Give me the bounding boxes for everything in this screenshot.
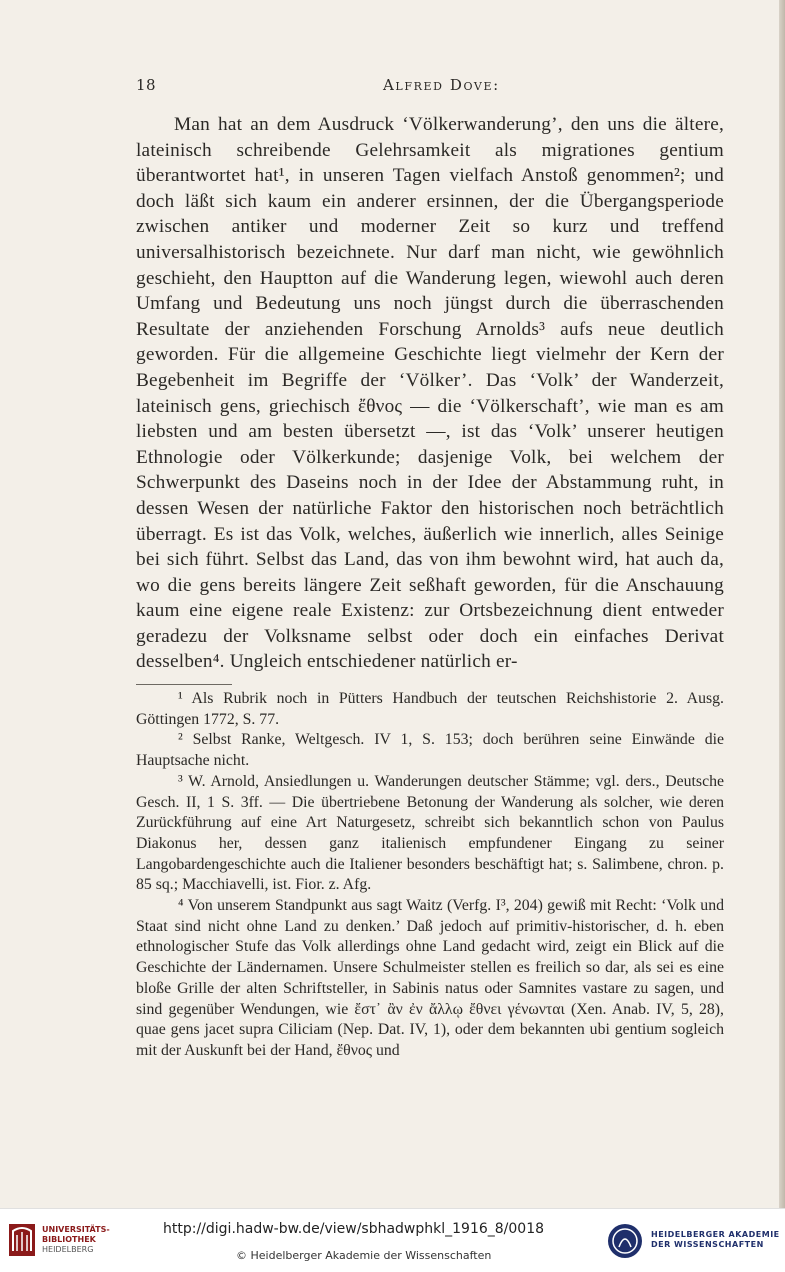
viewer-footer (0, 1208, 785, 1272)
library-name (42, 1225, 110, 1255)
footnote-2: ² Selbst Ranke, Weltgesch. IV 1, S. 153; doch berühren seine Einwände die Hauptsache nicht. (136, 731, 724, 770)
footnote-1: ¹ Als Rubrik noch in Pütters Handbuch der teutschen Reichshistorie 2. Ausg. Göttingen 1772, S. 77. (136, 690, 724, 728)
academy-line-2: DER WISSENSCHAFTEN (651, 1240, 764, 1249)
footnote-4: ⁴ Von unserem Standpunkt aus sagt Waitz (Verfg. I³, 204) gewiß mit Recht: ‘Volk und Staat sind nicht ohne Land zu denken.’ Daß jedoch auf primitiv-historischer, d. h. eben ethnologischer Stufe das Volk allerdings ohne Land gedacht wird, zeigt ein Blick auf die Geschichte der Ländernamen. Unsere Schulmeister stellen es freilich so dar, als sei es eine bloße Grille der alten Schriftsteller, in Sabinis natus oder Samnites vastare zu sagen, und sind gegenüber Wendungen, wie ἔστ᾽ ἂν ἐν ἄλλῳ ἔθνει γένωνται (Xen. Anab. IV, 5, 28), quae gens jacet supra Ciliciam (Nep. Dat. IV, 1), oder dem bekannten ubi gentium sogleich mit der Auskunft bei der Hand, ἔθνος und (136, 897, 724, 1059)
library-line-1: UNIVERSITÄTS- (42, 1225, 110, 1234)
academy-name (651, 1230, 780, 1250)
copyright-notice: © Heidelberger Akademie der Wissenschaften (236, 1249, 492, 1262)
body-paragraph: Man hat an dem Ausdruck ‘Völkerwanderung’, den uns die ältere, lateinisch schreibende Gelehrsamkeit als migrationes gentium überantwortet hat¹, in unseren Tagen vielfach Anstoß genommen²; und doch läßt sich kaum ein anderer ersinnen, der die Übergangsperiode zwischen antiker und moderner Zeit so kurz und treffend universalhistorisch bezeichnete. Nur darf man nicht, wie gewöhnlich geschieht, den Hauptton auf die Wanderung legen, wiewohl auch deren Umfang und Bedeutung uns noch jüngst durch die überraschenden Resultate der anziehenden Forschung Arnolds³ aufs neue deutlich geworden. Für die allgemeine Geschichte liegt vielmehr der Kern der Begebenheit im Begriffe der ‘Völker’. Das ‘Volk’ der Wanderzeit, lateinisch gens, griechisch ἔθνος — die ‘Völkerschaft’, wie man es am liebsten und am besten übersetzt —, ist das ‘Volk’ unserer heutigen Ethnologie oder Völkerkunde; dasjenige Volk, bei welchem der Schwerpunkt des Daseins noch in der Idee der Abstammung ruht, in dessen Wesen der natürliche Faktor den historischen noch beträchtlich überragt. Es ist das Volk, welches, äußerlich wie innerlich, alles Seinige bei sich führt. Selbst das Land, das von ihm bewohnt wird, hat auch da, wo die gens bereits längere Zeit seßhaft geworden, für die Anschauung kaum eine eigene reale Existenz: zur Ortsbezeichnung dient entweder geradezu der Volksname selbst oder doch ein einfaches Derivat desselben⁴. Ungleich entschiedener natürlich er- (136, 114, 724, 673)
library-logo-icon (8, 1223, 36, 1257)
page-number: 18 (136, 76, 157, 94)
book-spine-edge (779, 0, 785, 1208)
academy-line-1: HEIDELBERGER AKADEMIE (651, 1230, 780, 1239)
footnote-rule (136, 684, 232, 685)
library-line-3: HEIDELBERG (42, 1245, 94, 1254)
permalink-url[interactable]: http://digi.hadw-bw.de/view/sbhadwphkl_1916_8/0018 (163, 1221, 545, 1237)
body-text (136, 112, 724, 675)
footnotes (136, 689, 724, 1062)
footnote-3: ³ W. Arnold, Ansiedlungen u. Wanderungen deutscher Stämme; vgl. ders., Deutsche Gesch. II, 1 S. 3ff. — Die übertriebene Betonung der Wanderung als solcher, wie deren Zurückführung auf eine Art Naturgesetz, schreibt sich bekanntlich schon von Paulus Diakonus her, dessen ganz italienisch empfundener Eingang zu seiner Langobardengeschichte auch die Italiener besonders beschäftigt hat; s. Salimbene, chron. p. 85 sq.; Macchiavelli, ist. Fior. z. Afg. (136, 772, 724, 894)
academy-logo-icon (607, 1223, 643, 1259)
library-line-2: BIBLIOTHEK (42, 1235, 96, 1244)
running-head: Alfred Dove: (383, 76, 500, 94)
